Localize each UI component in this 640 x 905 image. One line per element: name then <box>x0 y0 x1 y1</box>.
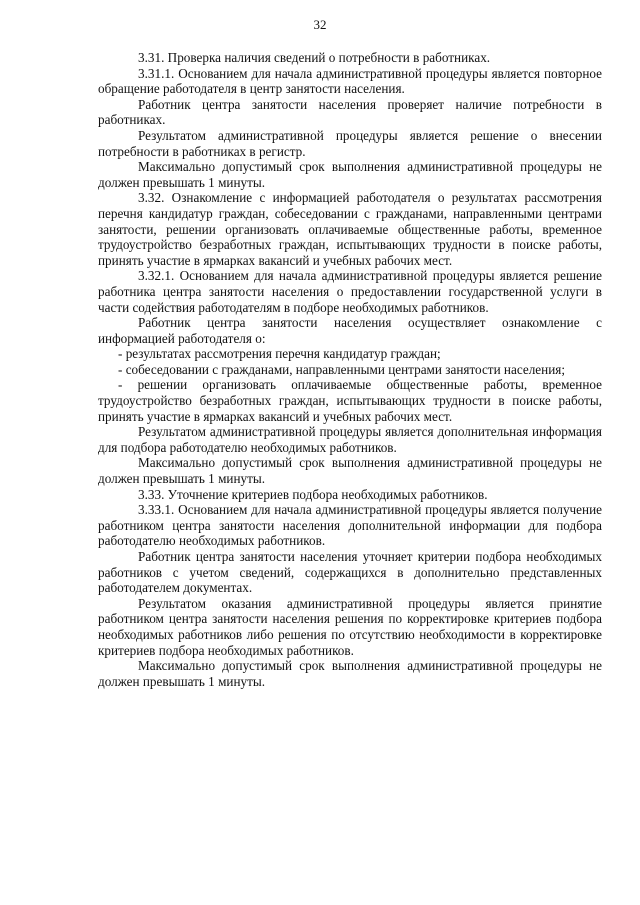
paragraph: Результатом административной процедуры является решение о внесении потребности в работниках в регистр. <box>98 127 602 159</box>
paragraph: 3.31.1. Основанием для начала административной процедуры является повторное обращение работодателя в центр занятости населения. <box>98 65 602 97</box>
paragraph: Работник центра занятости населения проверяет наличие потребности в работниках. <box>98 96 602 128</box>
paragraph: Максимально допустимый срок выполнения административной процедуры не должен превышать 1 минуты. <box>98 658 602 689</box>
section-heading-3-33: 3.33. Уточнение критериев подбора необходимых работников. <box>138 486 488 502</box>
page-number: 32 <box>313 17 327 32</box>
list-item: - решении организовать оплачиваемые общественные работы, временное трудоустройство безработных граждан, испытывающих трудности в поиске работы, принять участие в ярмарках вакансий и учебных рабочих мест. <box>98 377 602 424</box>
paragraph: Работник центра занятости населения осуществляет ознакомление с информацией работодателя о: <box>98 315 602 346</box>
list-item: - собеседовании с гражданами, направленными центрами занятости населения; <box>118 361 565 377</box>
document-body <box>98 50 602 689</box>
list-item: - результатах рассмотрения перечня кандидатур граждан; <box>118 346 441 362</box>
paragraph: Результатом административной процедуры является дополнительная информация для подбора работодателю необходимых работников. <box>98 424 602 455</box>
section-heading-3-31: 3.31. Проверка наличия сведений о потребности в работниках. <box>138 50 491 65</box>
paragraph: Работник центра занятости населения уточняет критерии подбора необходимых работников с учетом сведений, содержащихся в дополнительно представленных работодателем документах. <box>98 549 602 596</box>
paragraph: 3.32.1. Основанием для начала административной процедуры является решение работника центра занятости населения о предоставлении государственной услуги в части содействия работодателям в подборе необходимых работников. <box>98 268 602 315</box>
paragraph: Максимально допустимый срок выполнения административной процедуры не должен превышать 1 минуты. <box>98 159 602 190</box>
paragraph: Результатом оказания административной процедуры является принятие работником центра занятости населения решения по корректировке критериев подбора необходимых работников либо решения по отсутствию необходимости в корректировке критериев подбора необходимых работников. <box>98 595 602 658</box>
paragraph: 3.33.1. Основанием для начала административной процедуры является получение работником центра занятости населения дополнительной информации для подбора работодателю необходимых работников. <box>98 502 602 549</box>
section-heading-3-32: 3.32. Ознакомление с информацией работодателя о результатах рассмотрения перечня кандидатур граждан, собеседовании с гражданами, направленными центрами занятости, решении организовать оплачиваемые общественные работы, временное трудоустройство безработных граждан, испытывающих трудности в поиске работы, принять участие в ярмарках вакансий и учебных рабочих мест. <box>98 190 602 268</box>
paragraph: Максимально допустимый срок выполнения административной процедуры не должен превышать 1 минуты. <box>98 455 602 487</box>
